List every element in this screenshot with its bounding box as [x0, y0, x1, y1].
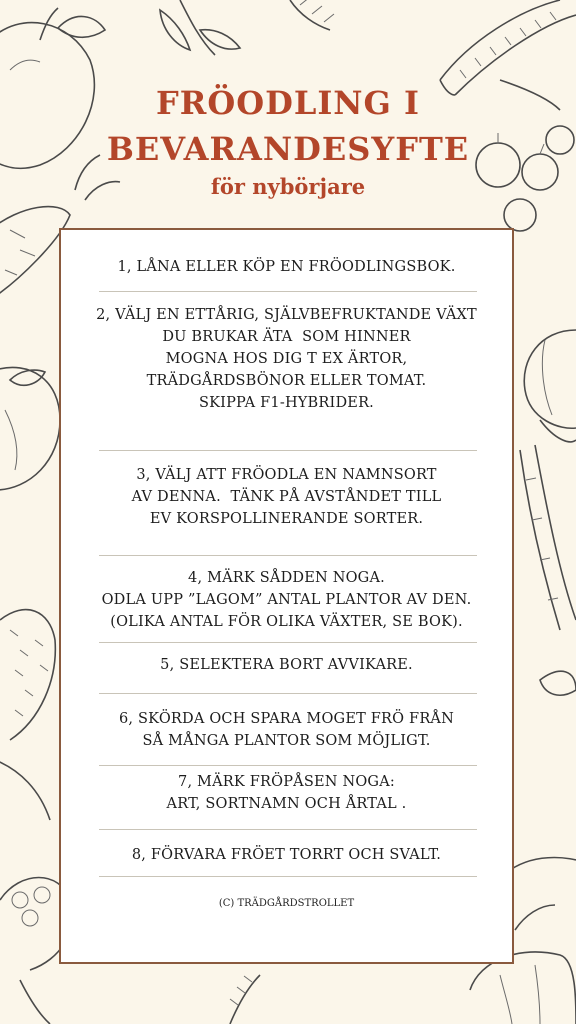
divider: [99, 829, 477, 830]
divider: [99, 693, 477, 694]
step-5: 5, SELEKTERA BORT AVVIKARE.: [160, 657, 413, 673]
garlic-icon: [524, 330, 576, 442]
step-7: 7, MÄRK FRÖPÅSEN NOGA: ART, SORTNAMN OCH ÅRTAL .: [166, 774, 407, 812]
tomato-icon: [0, 367, 60, 490]
steps-card: [59, 228, 514, 964]
step-8: 8, FÖRVARA FRÖET TORRT OCH SVALT.: [131, 847, 442, 863]
page-title-line-1: FRÖODLING I: [156, 84, 420, 122]
divider: [99, 642, 477, 643]
step-3: 3, VÄLJ ATT FRÖODLA EN NAMNSORT AV DENNA. TÄNK PÅ AVSTÅNDET TILL EV KORSPOLLINERANDE SORTER.: [131, 467, 442, 527]
divider: [99, 876, 477, 877]
credit-text: (C) TRÄDGÅRDSTROLLET: [218, 898, 355, 909]
page-title-line-2: BEVARANDESYFTE: [106, 130, 470, 168]
wheat-icon: [230, 975, 260, 1024]
corn-icon: [0, 610, 55, 820]
step-6: 6, SKÖRDA OCH SPARA MOGET FRÖ FRÅN SÅ MÅNGA PLANTOR SOM MÖJLIGT.: [119, 711, 454, 749]
page-subtitle: för nybörjare: [210, 174, 366, 199]
step-2: 2, VÄLJ EN ETTÅRIG, SJÄLVBEFRUKTANDE VÄXT DU BRUKAR ÄTA SOM HINNER MOGNA HOS DIG T EX ÄRTOR, TRÄDGÅRDSBÖNOR ELLER TOMAT. SKIPPA F1-HYBRIDER.: [96, 307, 477, 411]
divider: [99, 450, 477, 451]
pea-pod-icon: [520, 445, 576, 695]
step-4: 4, MÄRK SÅDDEN NOGA. ODLA UPP ”LAGOM” ANTAL PLANTOR AV DEN. (OLIKA ANTAL FÖR OLIKA VÄXTER, SE BOK).: [101, 570, 472, 630]
divider: [99, 555, 477, 556]
divider: [99, 291, 477, 292]
step-1: 1, LÅNA ELLER KÖP EN FRÖODLINGSBOK.: [117, 259, 456, 275]
divider: [99, 765, 477, 766]
wheat-icon: [160, 0, 334, 55]
